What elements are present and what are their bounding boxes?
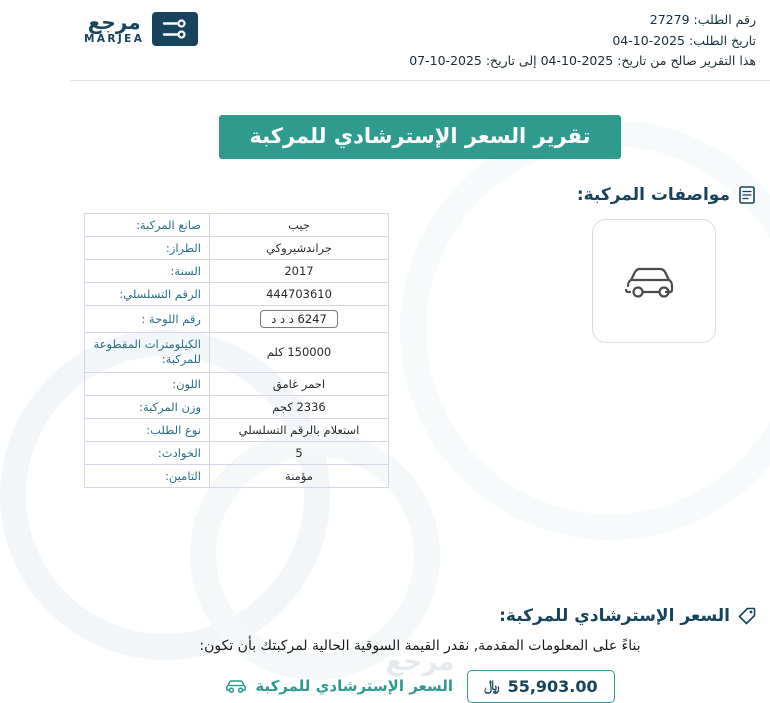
footer-watermark: مرجع bbox=[385, 647, 455, 677]
table-row bbox=[85, 464, 389, 487]
report-title: تقرير السعر الإسترشادي للمركبة bbox=[219, 115, 620, 159]
spec-value-year: 2017 bbox=[210, 259, 389, 282]
table-row bbox=[85, 395, 389, 418]
price-section bbox=[70, 606, 770, 703]
price-description: بناءً على المعلومات المقدمة, نقدر القيمة السوقية الحالية لمركبتك بأن تكون: bbox=[199, 637, 641, 654]
spec-key-insurance: التامين: bbox=[85, 464, 210, 487]
currency-icon: ﷼ bbox=[484, 678, 500, 695]
table-row bbox=[85, 259, 389, 282]
brand-name-arabic: مرجع bbox=[87, 10, 141, 35]
specs-section-heading bbox=[70, 185, 756, 205]
spec-key-year: السنة: bbox=[85, 259, 210, 282]
table-row bbox=[85, 332, 389, 372]
price-label-group bbox=[225, 677, 453, 695]
spec-key-model: الطراز: bbox=[85, 236, 210, 259]
price-tag-icon bbox=[738, 607, 756, 625]
car-icon bbox=[225, 679, 247, 694]
price-amount-chip bbox=[467, 670, 615, 703]
spec-value-model: جراندشيروكي bbox=[210, 236, 389, 259]
plate-number: 6247 د د د bbox=[260, 310, 338, 328]
spec-key-accidents: الخوادث: bbox=[85, 441, 210, 464]
spec-value-manufacturer: جيب bbox=[210, 213, 389, 236]
spec-value-plate-cell bbox=[210, 305, 389, 332]
validity-text: هذا التقرير صالح من تاريخ: 2025-10-04 إلى تاريخ: 2025-10-07 bbox=[409, 53, 756, 69]
price-section-title: السعر الإسترشادي للمركبة: bbox=[499, 605, 730, 626]
table-row bbox=[85, 213, 389, 236]
spec-key-vin: الرقم التسلسلي: bbox=[85, 282, 210, 305]
spec-value-accidents: 5 bbox=[210, 441, 389, 464]
spec-value-request-type: استعلام بالرقم التسلسلي bbox=[210, 418, 389, 441]
table-row bbox=[85, 305, 389, 332]
vehicle-specs-table bbox=[84, 213, 389, 488]
specs-section-title: مواصفات المركبة: bbox=[576, 184, 730, 205]
page-header bbox=[70, 0, 770, 81]
spec-key-color: اللون: bbox=[85, 372, 210, 395]
brand-text bbox=[84, 12, 144, 45]
order-date-row bbox=[409, 31, 756, 52]
spec-value-vin: 444703610 bbox=[210, 282, 389, 305]
spec-value-color: احمر غامق bbox=[210, 372, 389, 395]
spec-key-weight: وزن المركبة: bbox=[85, 395, 210, 418]
price-row bbox=[84, 670, 756, 703]
header-meta bbox=[409, 10, 756, 72]
table-row bbox=[85, 282, 389, 305]
vehicle-image-placeholder bbox=[592, 219, 716, 343]
spec-key-manufacturer: صانع المركبة: bbox=[85, 213, 210, 236]
wrench-icon bbox=[152, 12, 198, 46]
order-number-label: رقم الطلب: bbox=[693, 12, 756, 27]
table-row bbox=[85, 236, 389, 259]
spec-value-mileage: 150000 كلم bbox=[210, 332, 389, 372]
specs-area bbox=[70, 213, 770, 488]
spec-value-weight: 2336 كجم bbox=[210, 395, 389, 418]
brand-logo bbox=[84, 12, 198, 46]
price-section-heading bbox=[84, 606, 756, 626]
table-row bbox=[85, 441, 389, 464]
price-amount: 55,903.00 bbox=[507, 676, 598, 696]
spec-key-plate: رقم اللوحة : bbox=[85, 305, 210, 332]
spec-key-mileage: الكيلومترات المقطوعة للمركبة: bbox=[85, 332, 210, 372]
brand-name-english: MARJEA bbox=[84, 33, 145, 46]
order-number-row bbox=[409, 10, 756, 31]
spec-key-request-type: نوع الطلب: bbox=[85, 418, 210, 441]
title-banner-wrap bbox=[70, 115, 770, 159]
report-page bbox=[70, 0, 770, 696]
order-date-value: 2025-10-04 bbox=[612, 32, 685, 48]
order-number-value: 27279 bbox=[649, 12, 690, 27]
price-label: السعر الإسترشادي للمركبة bbox=[255, 677, 454, 696]
table-row bbox=[85, 418, 389, 441]
table-row bbox=[85, 372, 389, 395]
spec-value-insurance: مؤمنة bbox=[210, 464, 389, 487]
order-date-label: تاريخ الطلب: bbox=[688, 32, 756, 48]
document-icon bbox=[738, 186, 756, 204]
